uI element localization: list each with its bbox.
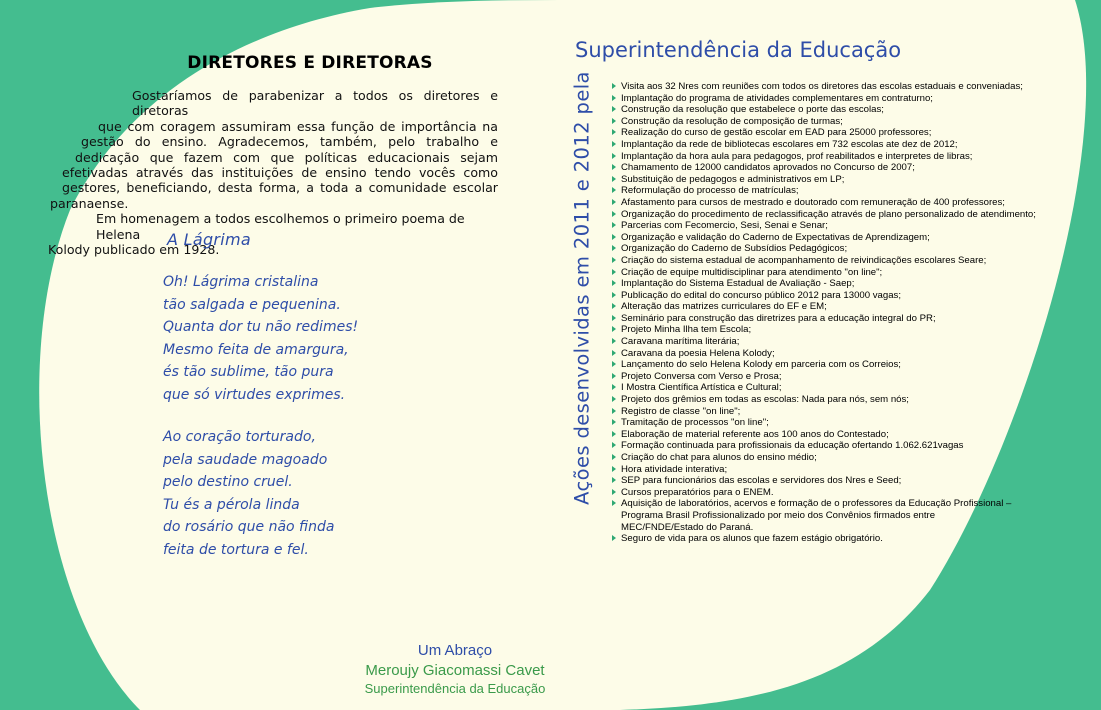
bullet-arrow-icon [612,454,616,460]
action-item [612,174,1062,186]
action-text: Implantação da rede de bibliotecas escolares em 732 escolas ate dez de 2012; [621,138,958,150]
poem-line: Tu és a pérola linda [163,496,300,513]
action-text: Substituição de pedagogos e administrativos em LP; [621,173,845,185]
action-item [612,359,1062,371]
bullet-arrow-icon [612,106,616,112]
bullet-arrow-icon [612,466,616,472]
poem-line: Oh! Lágrima cristalina [163,274,319,290]
action-text: Caravana marítima literária; [621,336,740,348]
action-text: Construção da resolução de composição de turmas; [621,115,843,127]
right-page-heading: Superintendência da Educação [575,38,902,62]
poem-line: tão salgada e pequenina. [163,296,341,313]
action-item [612,209,1062,221]
bullet-arrow-icon [612,442,616,448]
action-item [612,382,1062,394]
action-item [612,151,1062,163]
bullet-arrow-icon [612,199,616,205]
bullet-arrow-icon [612,129,616,135]
bullet-arrow-icon [612,489,616,495]
action-text: I Mostra Científica Artística e Cultural; [621,382,782,394]
action-item [612,336,1062,348]
signoff-name: Meroujy Giacomassi Cavet [365,662,545,679]
bullet-arrow-icon [612,164,616,170]
bullet-arrow-icon [612,257,616,263]
bullet-arrow-icon [612,431,616,437]
bullet-arrow-icon [612,141,616,147]
action-text: Seguro de vida para os alunos que fazem estágio obrigatório. [621,533,883,545]
action-item [612,348,1062,360]
action-text: Implantação do programa de atividades complementares em contraturno; [621,92,933,104]
action-text: Reformulação do processo de matrículas; [621,185,799,197]
bullet-arrow-icon [612,187,616,193]
intro-line: dedicação que fazem com que políticas educacionais sejam [75,149,498,165]
bullet-arrow-icon [612,477,616,483]
bullet-arrow-icon [612,292,616,298]
action-text: Criação do sistema estadual de acompanhamento de reivindicações escolares Seare; [621,254,987,266]
action-text: Chamamento de 12000 candidatos aprovados no Concurso de 2007; [621,162,915,174]
bullet-arrow-icon [612,211,616,217]
bullet-arrow-icon [612,338,616,344]
bullet-arrow-icon [612,245,616,251]
intro-line: gestão do ensino. Agradecemos, também, pelo trabalho e [81,134,498,150]
action-text: SEP para funcionários das escolas e servidores dos Nres e Seed; [621,475,902,487]
action-text: Seminário para construção das diretrizes para a educação integral do PR; [621,312,936,324]
poem-line: Ao coração torturado, [163,429,316,445]
action-item [612,429,1062,441]
bullet-arrow-icon [612,118,616,124]
bullet-arrow-icon [612,303,616,309]
intro-line: paranaense. [50,195,129,211]
action-item [612,464,1062,476]
poem-line: és tão sublime, tão pura [163,364,334,380]
action-text: Implantação da hora aula para pedagogos, prof reabilitados e interpretes de libras; [621,150,973,162]
page-title: DIRETORES E DIRETORAS [187,53,433,73]
vertical-caption: Ações desenvolvidas em 2011 e 2012 pela [570,71,594,505]
action-text: Alteração das matrizes curriculares do EF e EM; [621,301,827,313]
bullet-arrow-icon [612,384,616,390]
action-item [612,313,1062,325]
action-text: Tramitação de processos "on line"; [621,417,769,429]
action-item [612,487,1062,499]
poem-title: A Lágrima [167,230,252,249]
poem-line: pelo destino cruel. [163,474,293,490]
action-item [612,93,1062,105]
action-text: Caravana da poesia Helena Kolody; [621,347,775,359]
intro-line: Kolody publicado em 1928. [48,242,220,258]
action-text: Construção da resolução que estabelece o porte das escolas; [621,104,884,116]
signoff-greeting: Um Abraço [417,642,493,659]
action-text: Cursos preparatórios para o ENEM. [621,486,774,498]
action-item [612,197,1062,209]
action-text: Criação do chat para alunos do ensino médio; [621,452,817,463]
action-item [612,127,1062,139]
action-item [612,301,1062,313]
action-item [612,290,1062,302]
bullet-arrow-icon [612,535,616,541]
intro-line: Em homenagem a todos escolhemos o primeiro poema de Helena [96,211,465,242]
poem-line: do rosário que não finda [163,519,335,535]
bullet-arrow-icon [612,326,616,332]
bullet-arrow-icon [612,269,616,275]
intro-line: efetivadas através das instituições de ensino tendo vocês como [62,165,498,181]
action-item [612,452,1062,464]
bullet-arrow-icon [612,350,616,356]
action-item [612,162,1062,174]
action-item [612,220,1062,232]
bullet-arrow-icon [612,95,616,101]
action-item [612,267,1062,279]
actions-list [612,81,1062,545]
bullet-arrow-icon [612,176,616,182]
action-text: Formação continuada para profissionais da educação ofertando 1.062.621vagas [621,440,964,452]
action-item [612,232,1062,244]
action-item [612,104,1062,116]
bullet-arrow-icon [612,153,616,159]
action-text: Organização do procedimento de reclassificação através de plano personalizado de atendimento; [621,208,1036,220]
bullet-arrow-icon [612,408,616,414]
intro-line: Gostaríamos de parabenizar a todos os diretores e diretoras [132,88,498,119]
action-item [612,278,1062,290]
action-item [612,324,1062,336]
action-item [612,406,1062,418]
poem-line: Quanta dor tu não redimes! [163,319,359,335]
bullet-arrow-icon [612,373,616,379]
action-text: Realização do curso de gestão escolar em EAD para 25000 professores; [621,127,932,139]
poem-stanza [163,271,358,406]
action-item [612,139,1062,151]
action-item [612,417,1062,429]
action-text: Implantação do Sistema Estadual de Avaliação - Saep; [621,278,855,290]
intro-line: que com coragem assumiram essa função de importância na [98,118,498,134]
signoff [300,641,610,698]
poem-line: pela saudade magoado [163,451,328,468]
action-item [612,498,1062,533]
action-text: Parcerias com Fecomercio, Sesi, Senai e Senar; [621,220,828,232]
action-item [612,371,1062,383]
action-item [612,440,1062,452]
action-text: Hora atividade interativa; [621,463,728,475]
action-item [612,533,1062,545]
action-item [612,475,1062,487]
action-text: Projeto Minha Ilha tem Escola; [621,324,752,336]
action-text: Visita aos 32 Nres com reuniões com todos os diretores das escolas estaduais e conveniadas; [621,81,1023,92]
bullet-arrow-icon [612,396,616,402]
action-text: Afastamento para cursos de mestrado e doutorado com remuneração de 400 professores; [621,196,1005,208]
bullet-arrow-icon [612,361,616,367]
action-item [612,394,1062,406]
bullet-arrow-icon [612,222,616,228]
action-item [612,81,1062,93]
poem [163,230,358,581]
poem-line: que só virtudes exprimes. [163,386,346,403]
action-text: Lançamento do selo Helena Kolody em parceria com os Correios; [621,359,901,371]
action-text: Publicação do edital do concurso público 2012 para 13000 vagas; [621,289,902,301]
poem-stanza [163,426,358,561]
bullet-arrow-icon [612,234,616,240]
action-text: Registro de classe "on line"; [621,405,741,417]
action-item [612,255,1062,267]
poem-line: feita de tortura e fel. [163,541,309,558]
bullet-arrow-icon [612,83,616,89]
action-text: Organização do Caderno de Subsídios Pedagógicos; [621,243,848,255]
intro-line: gestores, beneficiando, desta forma, a toda a comunidade escolar [62,180,498,196]
action-text: Elaboração de material referente aos 100 anos do Contestado; [621,428,889,440]
bullet-arrow-icon [612,315,616,321]
action-text: Projeto Conversa com Verso e Prosa; [621,370,782,382]
action-text: Projeto dos grêmios em todas as escolas: Nada para nós, sem nós; [621,394,909,406]
action-text: Organização e validação do Caderno de Expectativas de Aprendizagem; [621,231,930,243]
poem-line: Mesmo feita de amargura, [163,341,349,358]
action-text: Aquisição de laboratórios, acervos e formação de o professores da Educação Profissional – Programa Brasil Profissionalizado por meio dos Convênios firmados entre MEC/FNDE/Estado do Paraná. [621,498,1012,533]
action-text: Criação de equipe multidisciplinar para atendimento "on line"; [621,266,883,278]
bullet-arrow-icon [612,419,616,425]
action-item [612,116,1062,128]
action-item [612,185,1062,197]
signoff-role: Superintendência da Educação [364,681,546,696]
bullet-arrow-icon [612,280,616,286]
bullet-arrow-icon [612,500,616,506]
action-item [612,243,1062,255]
